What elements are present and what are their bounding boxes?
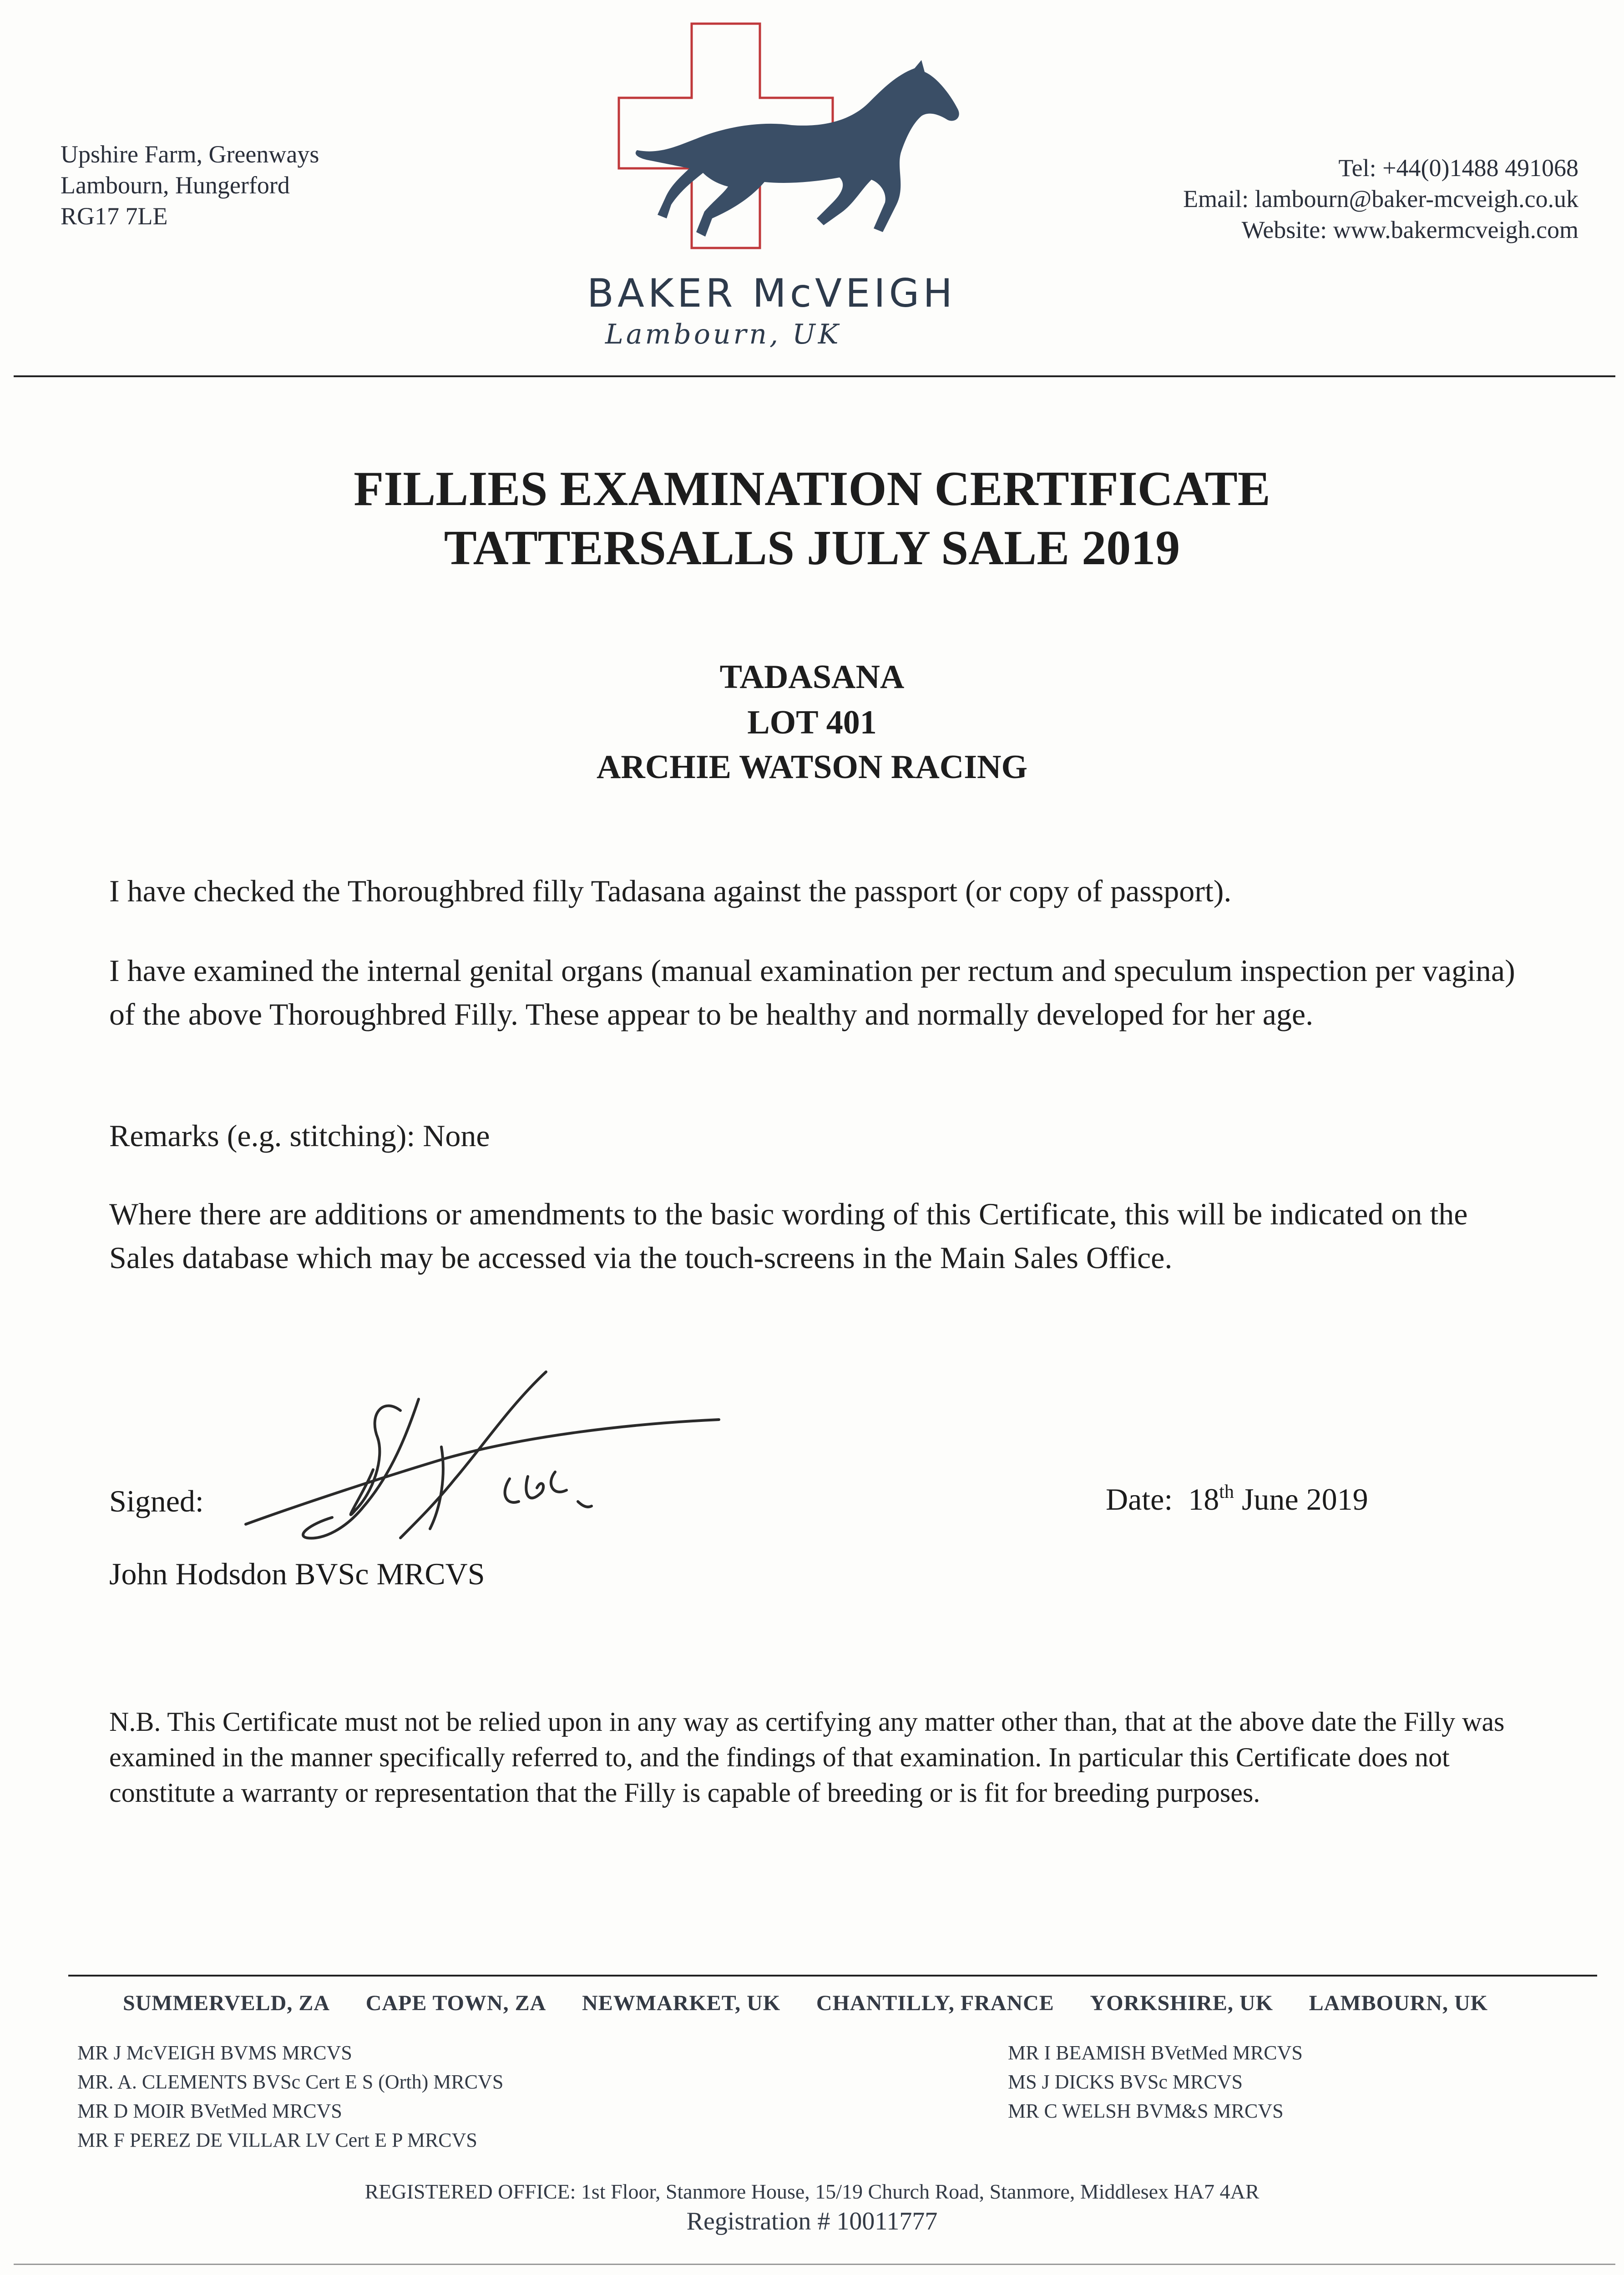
address-line: RG17 7LE	[61, 202, 168, 230]
location-item: SUMMERVELD, ZA	[123, 1991, 330, 2015]
office-locations	[123, 1991, 1488, 2016]
location-item: YORKSHIRE, UK	[1090, 1991, 1273, 2015]
staff-member: MR D MOIR BVetMed MRCVS	[77, 2100, 342, 2122]
location-item: NEWMARKET, UK	[582, 1991, 781, 2015]
registered-office: REGISTERED OFFICE: 1st Floor, Stanmore House, 15/19 Church Road, Stanmore, Middlesex HA7 4AR	[364, 2180, 1260, 2203]
vet-name: John Hodsdon BVSc MRCVS	[109, 1557, 485, 1591]
disclaimer-notice: N.B. This Certificate must not be relied upon in any way as certifying any matter other than, that at the above date the Filly was examined in the manner specifically referred to, and the findings of that examination. In particular this Certificate does not constitute a warranty or representation that the Filly is capable of breeding or is fit for breeding purposes.	[109, 1707, 1505, 1808]
company-contact	[1183, 152, 1578, 245]
address-line: Upshire Farm, Greenways	[61, 141, 319, 168]
staff-list-right	[1008, 2038, 1303, 2126]
certificate-date	[1106, 1481, 1368, 1517]
location-item: CAPE TOWN, ZA	[365, 1991, 546, 2015]
staff-member: MR. A. CLEMENTS BVSc Cert E S (Orth) MRCVS	[77, 2071, 504, 2093]
footer-divider	[68, 1975, 1597, 1977]
contact-email: Email: lambourn@baker-mcveigh.co.uk	[1183, 185, 1578, 212]
registration-number: Registration # 10011777	[686, 2207, 938, 2235]
owner-name: ARCHIE WATSON RACING	[596, 748, 1028, 786]
brand-name: BAKER McVEIGH	[587, 271, 956, 316]
certificate-subtitle: TATTERSALLS JULY SALE 2019	[444, 521, 1180, 575]
remarks-paragraph: Remarks (e.g. stitching): None	[109, 1118, 490, 1153]
contact-website: Website: www.bakermcveigh.com	[1241, 216, 1578, 243]
certificate-title: FILLIES EXAMINATION CERTIFICATE	[354, 462, 1270, 516]
contact-phone: Tel: +44(0)1488 491068	[1338, 154, 1578, 182]
staff-member: MR I BEAMISH BVetMed MRCVS	[1008, 2042, 1303, 2064]
passport-check-paragraph: I have checked the Thoroughbred filly Tadasana against the passport (or copy of passport).	[109, 874, 1232, 908]
examination-paragraph: I have examined the internal genital organs (manual examination per rectum and speculum inspection per vagina) of the above Thoroughbred Filly. These appear to be healthy and normally developed for her age.	[109, 953, 1515, 1031]
staff-member: MR C WELSH BVM&S MRCVS	[1008, 2100, 1284, 2122]
date-month-year: June 2019	[1241, 1482, 1368, 1517]
company-address	[61, 139, 319, 232]
date-day: 18	[1188, 1482, 1219, 1517]
staff-member: MS J DICKS BVSc MRCVS	[1008, 2071, 1243, 2093]
date-label: Date:	[1106, 1482, 1173, 1517]
company-logo	[587, 18, 997, 268]
location-item: CHANTILLY, FRANCE	[816, 1991, 1054, 2015]
handwritten-signature	[228, 1356, 746, 1556]
brand-location: Lambourn, UK	[605, 318, 841, 350]
date-suffix: th	[1219, 1481, 1234, 1502]
header-divider	[14, 375, 1615, 377]
address-line: Lambourn, Hungerford	[61, 172, 290, 199]
staff-list-left	[77, 2038, 503, 2155]
horse-name: TADASANA	[719, 658, 905, 696]
cross-horse-logo-icon	[587, 18, 997, 268]
staff-member: MR F PEREZ DE VILLAR LV Cert E P MRCVS	[77, 2129, 477, 2151]
signed-label: Signed:	[109, 1484, 204, 1518]
location-item: LAMBOURN, UK	[1309, 1991, 1488, 2015]
page-bottom-rule	[14, 2264, 1615, 2265]
staff-member: MR J McVEIGH BVMS MRCVS	[77, 2042, 352, 2064]
amendments-paragraph: Where there are additions or amendments to the basic wording of this Certificate, this will be indicated on the Sales database which may be accessed via the touch-screens in the Main Sales Office.	[109, 1197, 1468, 1275]
lot-number: LOT 401	[747, 704, 877, 741]
